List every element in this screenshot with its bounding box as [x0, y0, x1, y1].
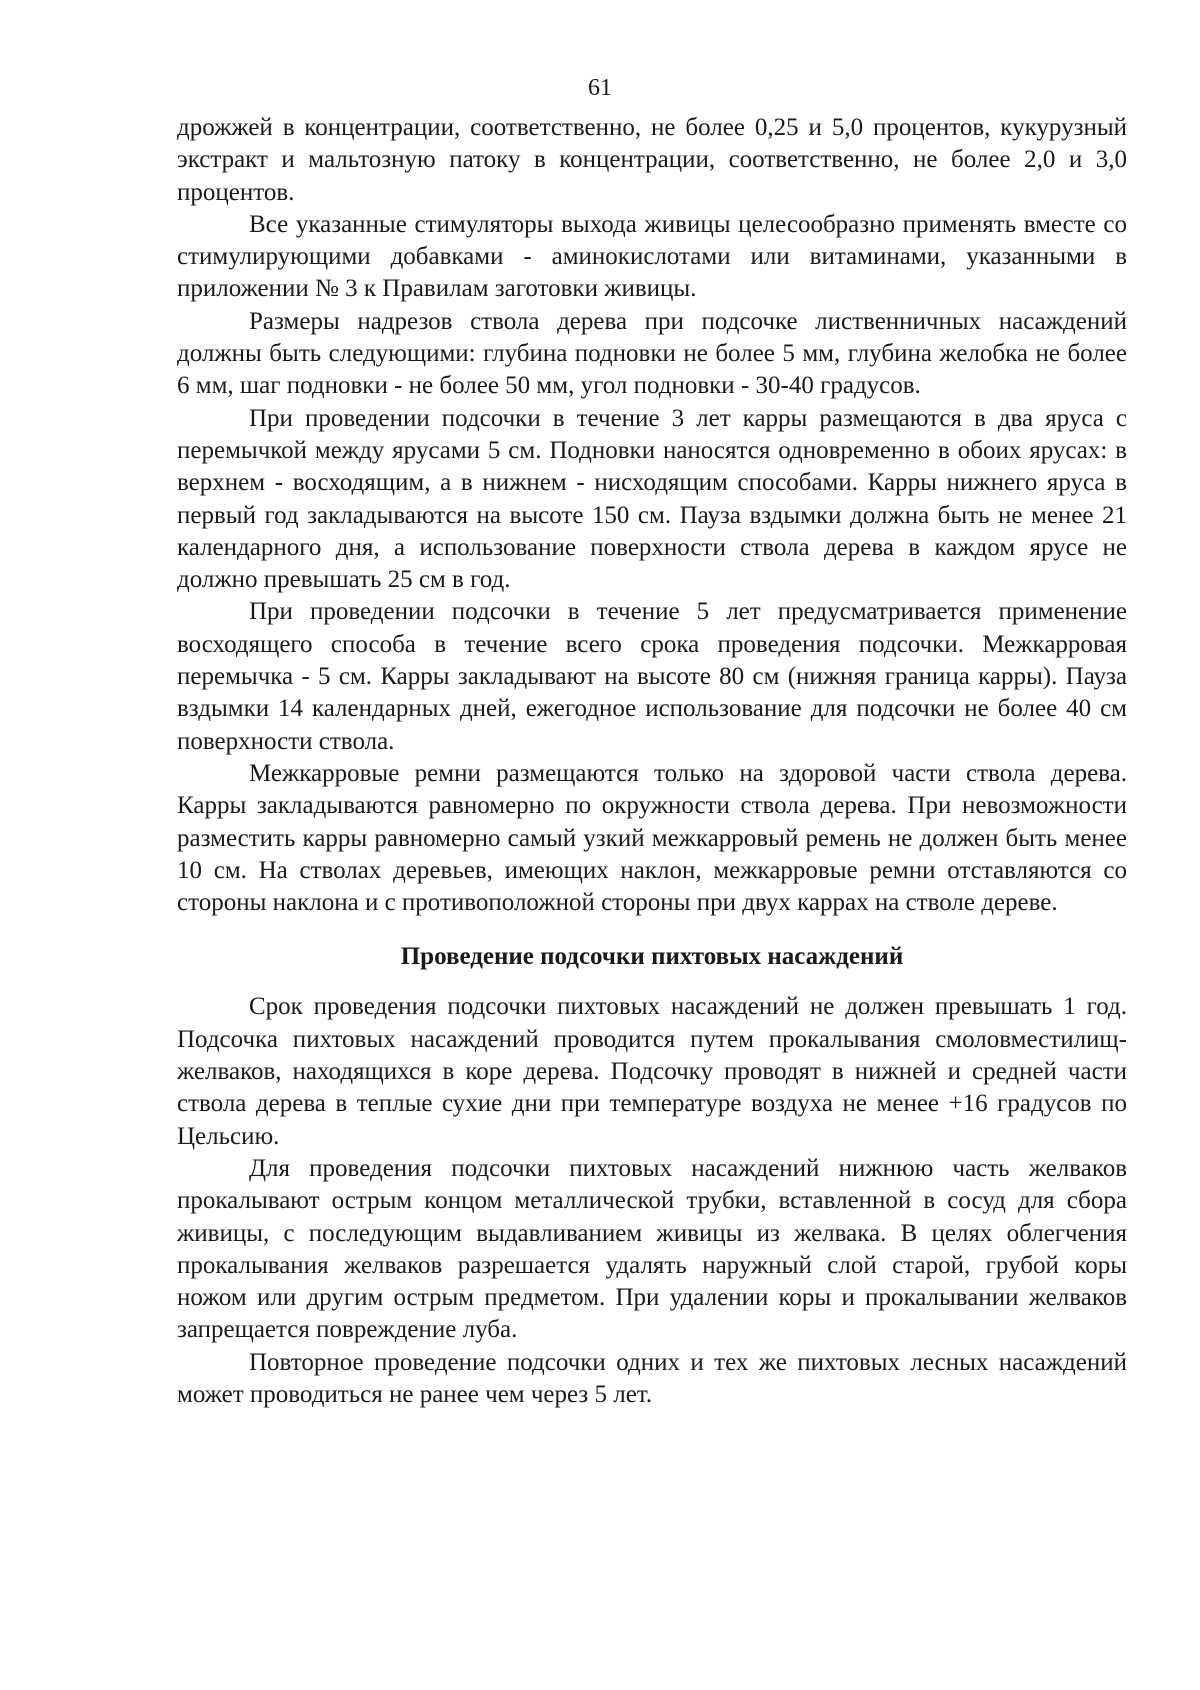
paragraph-fir-tapping-method: Для проведения подсочки пихтовых насаждений нижнюю часть желваков прокалывают острым концом металлической трубки, вставленной в сосуд для сбора живицы, с последующим выдавливанием живицы из желвака. В целях облегчения прокалывания желваков разрешается удалять наружный слой старой, грубой коры ножом или другим острым предметом. При удалении коры и прокалывании желваков запрещается повреждение луба.: [177, 1154, 1127, 1344]
paragraph-five-year-tapping: При проведении подсочки в течение 5 лет предусматривается применение восходящего способа в течение всего срока проведения подсочки. Межкарровая перемычка - 5 см. Карры закладывают на высоте 80 см (нижняя граница карры). Пауза вздымки 14 календарных дней, ежегодное использование для подсочки не более 40 см поверхности ствола.: [177, 598, 1127, 755]
section-heading-fir-tapping: Проведение подсочки пихтовых насаждений: [400, 943, 904, 971]
paragraph-three-year-tapping: При проведении подсочки в течение 3 лет карры размещаются в два яруса с перемычкой между ярусами 5 см. Подновки наносятся одновременно в обоих ярусах: в верхнем - восходящим, а в нижнем - нисходящим способами. Карры нижнего яруса в первый год закладываются на высоте 150 см. Пауза вздымки должна быть не менее 21 календарного дня, а использование поверхности ствола дерева в каждом ярусе не должно превышать 25 см в год.: [177, 404, 1127, 594]
paragraph-inter-face-belts: Межкарровые ремни размещаются только на здоровой части ствола дерева. Карры закладываются равномерно по окружности ствола дерева. При невозможности разместить карры равномерно самый узкий межкарровый ремень не должен быть менее 10 см. На стволах деревьев, имеющих наклон, межкарровые ремни отставляются со стороны наклона и с противоположной стороны при двух каррах на стволе дереве.: [177, 759, 1127, 917]
paragraph-stimulants-additives: Все указанные стимуляторы выхода живицы целесообразно применять вместе со стимулирующими добавками - аминокислотами или витаминами, указанными в приложении № 3 к Правилам заготовки живицы.: [177, 210, 1127, 303]
body-text: [177, 112, 1127, 1411]
paragraph-fir-tapping-period: Срок проведения подсочки пихтовых насаждений не должен превышать 1 год. Подсочка пихтовых насаждений проводится путем прокалывания смоловместилищ-желваков, находящихся в коре дерева. Подсочку проводят в нижней и средней части ствола дерева в теплые сухие дни при температуре воздуха не менее +16 градусов по Цельсию.: [177, 993, 1127, 1150]
paragraph-stimulants-concentration: дрожжей в концентрации, соответственно, не более 0,25 и 5,0 процентов, кукурузный экстракт и мальтозную патоку в концентрации, соответственно, не более 2,0 и 3,0 процентов.: [177, 114, 1127, 206]
page-number: 61: [588, 75, 612, 101]
paragraph-fir-repeat-tapping: Повторное проведение подсочки одних и тех же пихтовых лесных насаждений может проводиться не ранее чем через 5 лет.: [177, 1348, 1127, 1408]
paragraph-larch-cut-sizes: Размеры надрезов ствола дерева при подсочке лиственничных насаждений должны быть следующими: глубина подновки не более 5 мм, глубина желобка не более 6 мм, шаг подновки - не более 50 мм, угол подновки - 30-40 градусов.: [177, 307, 1127, 400]
